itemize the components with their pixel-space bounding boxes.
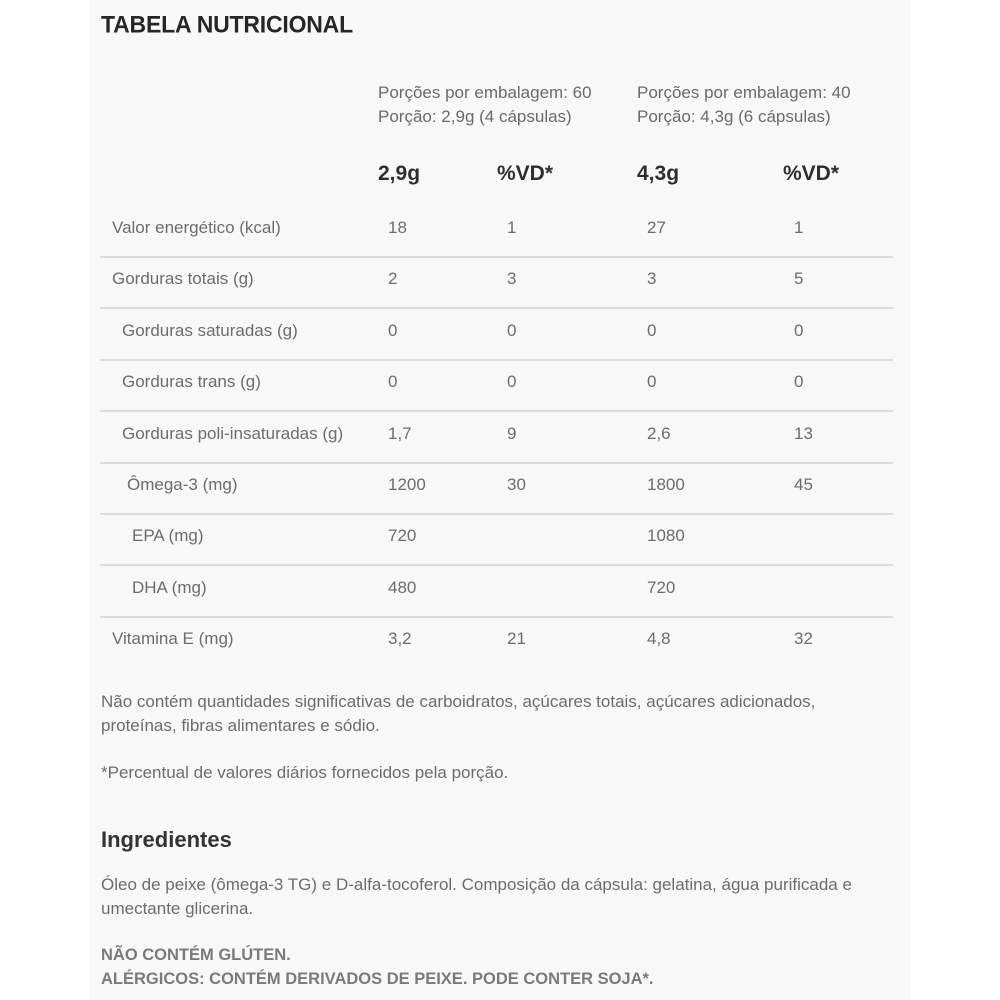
nutrient-label: Gorduras trans (g) xyxy=(122,372,261,392)
amount-value: 2 xyxy=(388,269,398,289)
serving-size: Porção: 2,9g (4 cápsulas) xyxy=(378,107,572,126)
vd-value: 3 xyxy=(507,269,517,289)
nutrient-label: Gorduras poli-insaturadas (g) xyxy=(122,423,344,443)
vd-value: 1 xyxy=(507,218,517,237)
amount-value: 3 xyxy=(647,269,657,289)
amount-value: 1,7 xyxy=(388,423,412,443)
ingredients-text: Óleo de peixe (ômega-3 TG) e D-alfa-tocoferol. Composição da cápsula: gelatina, água purificada e umectante glicerina. xyxy=(101,875,852,918)
page-title: TABELA NUTRICIONAL xyxy=(101,10,353,38)
amount-value: 480 xyxy=(388,577,417,597)
amount-value: 1800 xyxy=(647,475,685,494)
column-header-amount-2: 4,3g xyxy=(637,162,680,185)
ingredients-title: Ingredientes xyxy=(101,827,232,852)
table-row xyxy=(100,258,893,309)
nutrient-label: Vitamina E (mg) xyxy=(112,629,234,649)
amount-value: 0 xyxy=(647,320,657,340)
vd-value: 0 xyxy=(794,372,804,392)
nutrient-label: Ômega-3 (mg) xyxy=(127,475,238,494)
nutrient-label: EPA (mg) xyxy=(132,526,204,546)
amount-value: 0 xyxy=(388,320,398,340)
vd-value: 9 xyxy=(507,423,517,443)
vd-value: 1 xyxy=(794,218,804,237)
nutrient-label: Gorduras totais (g) xyxy=(112,269,254,289)
amount-value: 1200 xyxy=(388,475,426,494)
gluten-warning: NÃO CONTÉM GLÚTEN. xyxy=(101,946,291,964)
allergen-warning: ALÉRGICOS: CONTÉM DERIVADOS DE PEIXE. PODE CONTER SOJA*. xyxy=(101,970,654,988)
vd-value: 0 xyxy=(507,372,517,392)
servings-per-package: Porções por embalagem: 60 xyxy=(378,83,592,102)
table-row xyxy=(100,310,893,361)
amount-value: 18 xyxy=(388,218,407,237)
vd-value: 5 xyxy=(794,269,804,289)
vd-value: 32 xyxy=(794,629,813,649)
portion-info-60 xyxy=(378,81,592,129)
amount-value: 27 xyxy=(647,218,666,237)
nutrient-label: DHA (mg) xyxy=(132,577,207,597)
amount-value: 2,6 xyxy=(647,423,671,443)
amount-value: 3,2 xyxy=(388,629,412,649)
table-row xyxy=(100,618,893,669)
amount-value: 0 xyxy=(647,372,657,392)
portion-info-40 xyxy=(637,81,851,129)
amount-value: 0 xyxy=(388,372,398,392)
table-row xyxy=(100,413,893,464)
column-header-vd-1: %VD* xyxy=(497,162,554,185)
column-header-amount-1: 2,9g xyxy=(378,162,421,185)
servings-per-package: Porções por embalagem: 40 xyxy=(637,83,851,102)
column-header-vd-2: %VD* xyxy=(783,162,840,185)
table-row xyxy=(100,361,893,412)
table-row xyxy=(100,567,893,618)
amount-value: 720 xyxy=(388,526,417,546)
vd-value: 30 xyxy=(507,475,526,494)
amount-value: 4,8 xyxy=(647,629,671,649)
vd-footnote: *Percentual de valores diários fornecidos pela porção. xyxy=(101,763,509,782)
amount-value: 1080 xyxy=(647,526,685,546)
table-row xyxy=(100,464,893,515)
vd-value: 45 xyxy=(794,475,813,494)
vd-value: 21 xyxy=(507,629,526,649)
nutrient-label: Valor energético (kcal) xyxy=(112,218,281,237)
no-significant-note: Não contém quantidades significativas de carboidratos, açúcares totais, açúcares adicionados, proteínas, fibras alimentares e sódio. xyxy=(101,692,816,735)
nutrient-label: Gorduras saturadas (g) xyxy=(122,320,298,340)
vd-value: 0 xyxy=(794,320,804,340)
serving-size: Porção: 4,3g (6 cápsulas) xyxy=(637,107,831,126)
vd-value: 13 xyxy=(794,423,813,443)
table-row xyxy=(100,515,893,566)
table-row xyxy=(100,207,893,258)
vd-value: 0 xyxy=(507,320,517,340)
amount-value: 720 xyxy=(647,577,676,597)
